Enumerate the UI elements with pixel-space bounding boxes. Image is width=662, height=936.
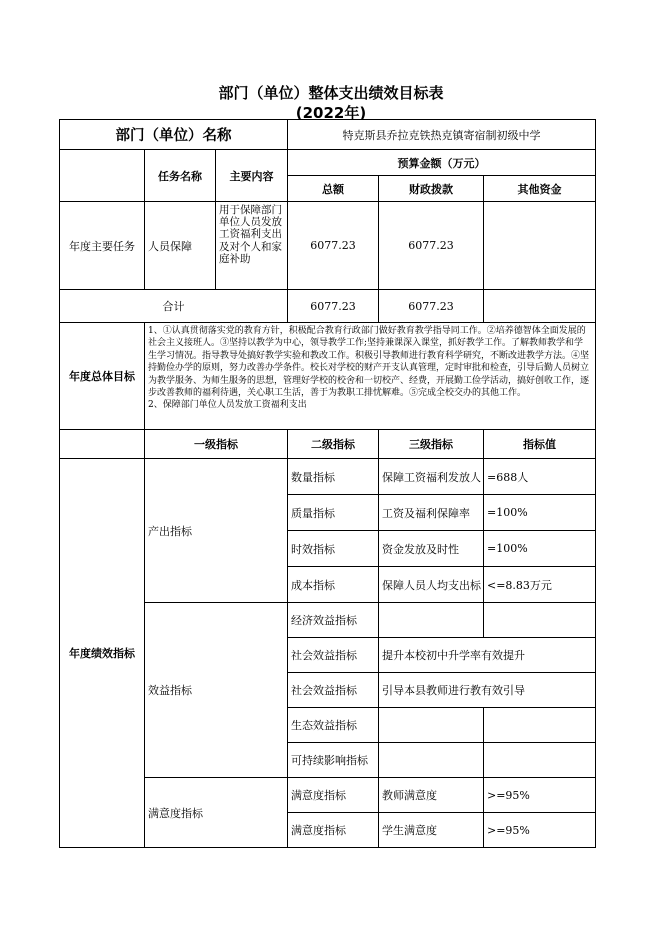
level3-cell	[379, 743, 484, 778]
task-content: 用于保障部门单位人员发放工资福利支出及对个人和家庭补助	[216, 202, 288, 290]
indicator-header-row	[60, 430, 596, 459]
value-cell	[484, 603, 596, 638]
sum-fiscal: 6077.23	[379, 290, 484, 323]
page-title: 部门（单位）整体支出绩效目标表	[218, 84, 444, 102]
level2-cell: 满意度指标	[288, 778, 379, 813]
dept-label: 部门（单位）名称	[60, 120, 288, 150]
level2-cell: 可持续影响指标	[288, 743, 379, 778]
dept-value: 特克斯县乔拉克铁热克镇寄宿制初级中学	[288, 120, 596, 150]
task-row-label: 年度主要任务	[60, 202, 145, 290]
level3-cell: 资金发放及时性	[379, 531, 484, 567]
level3-header: 三级指标	[379, 430, 484, 459]
level2-cell: 社会效益指标	[288, 673, 379, 708]
blank-cell	[60, 150, 145, 202]
level2-cell: 经济效益指标	[288, 603, 379, 638]
level3-cell	[379, 708, 484, 743]
sum-other	[484, 290, 596, 323]
sum-total: 6077.23	[288, 290, 379, 323]
goal-text-1: 1、①认真贯彻落实党的教育方针，积极配合教育行政部门做好教育教学指导同工作。②培养德智体全面发展的社会主义接班人。③坚持以教学为中心，领导教学工作;坚持兼课深入课堂，抓好教学工作。了解教师教学和学生学习情况。指导教导处搞好教学实验和教改工作。积极引导教师进行教育科学研究，不断改进教学方法。④坚持勤俭办学的原则，努力改善办学条件。校长对学校的财产开支认真管理，定时审批和检查，引导后勤人员树立为教学服务、为师生服务的思想，管理好学校的校舍和一切校产、经费，开展勤工俭学活动，搞好创收工作，逐步改善教师的福利待遇，关心职工生活，善于为教职工排忧解难。⑤完成全校交办的其他工作。	[148, 326, 590, 399]
value-header: 指标值	[484, 430, 596, 459]
satisfaction-indicator: 满意度指标	[145, 778, 288, 848]
other-header: 其他资金	[484, 176, 596, 202]
page-year: (2022年)	[295, 104, 367, 122]
blank-cell	[60, 430, 145, 459]
level3-cell: 保障工资福利发放人	[379, 459, 484, 495]
value-cell: =688人	[484, 459, 596, 495]
fiscal-header: 财政拨款	[379, 176, 484, 202]
task-total: 6077.23	[288, 202, 379, 290]
level2-cell: 生态效益指标	[288, 708, 379, 743]
level3-cell: 工资及福利保障率	[379, 495, 484, 531]
task-other	[484, 202, 596, 290]
budget-header-row	[60, 150, 596, 176]
value-cell: =100%	[484, 495, 596, 531]
level3-cell: 提升本校初中升学率有效提升	[379, 638, 596, 673]
performance-table	[59, 119, 596, 848]
level3-cell: 引导本县教师进行教有效引导	[379, 673, 596, 708]
dept-row	[60, 120, 596, 150]
level2-header: 二级指标	[288, 430, 379, 459]
goal-text-2: 2、保障部门单位人员发放工资福利支出	[148, 400, 307, 411]
indicator-row	[60, 459, 596, 495]
output-indicator: 产出指标	[145, 459, 288, 603]
benefit-indicator: 效益指标	[145, 603, 288, 778]
level1-header: 一级指标	[145, 430, 288, 459]
level2-cell: 社会效益指标	[288, 638, 379, 673]
task-row	[60, 202, 596, 290]
perf-label: 年度绩效指标	[60, 459, 145, 848]
main-content-header: 主要内容	[216, 150, 288, 202]
sum-row	[60, 290, 596, 323]
level3-cell: 保障人员人均支出标	[379, 567, 484, 603]
budget-header: 预算金额（万元）	[288, 150, 596, 176]
goal-label: 年度总体目标	[60, 323, 145, 430]
value-cell: <=8.83万元	[484, 567, 596, 603]
value-cell	[484, 708, 596, 743]
level2-cell: 数量指标	[288, 459, 379, 495]
total-header: 总额	[288, 176, 379, 202]
level2-cell: 成本指标	[288, 567, 379, 603]
value-cell: =100%	[484, 531, 596, 567]
task-name-header: 任务名称	[145, 150, 216, 202]
level2-cell: 满意度指标	[288, 813, 379, 848]
goal-row	[60, 323, 596, 430]
level2-cell: 时效指标	[288, 531, 379, 567]
level3-cell: 学生满意度	[379, 813, 484, 848]
value-cell	[484, 743, 596, 778]
sum-label: 合计	[60, 290, 288, 323]
level2-cell: 质量指标	[288, 495, 379, 531]
value-cell: >=95%	[484, 778, 596, 813]
level3-cell	[379, 603, 484, 638]
task-name: 人员保障	[145, 202, 216, 290]
task-fiscal: 6077.23	[379, 202, 484, 290]
goal-text	[145, 323, 596, 430]
level3-cell: 教师满意度	[379, 778, 484, 813]
value-cell: >=95%	[484, 813, 596, 848]
